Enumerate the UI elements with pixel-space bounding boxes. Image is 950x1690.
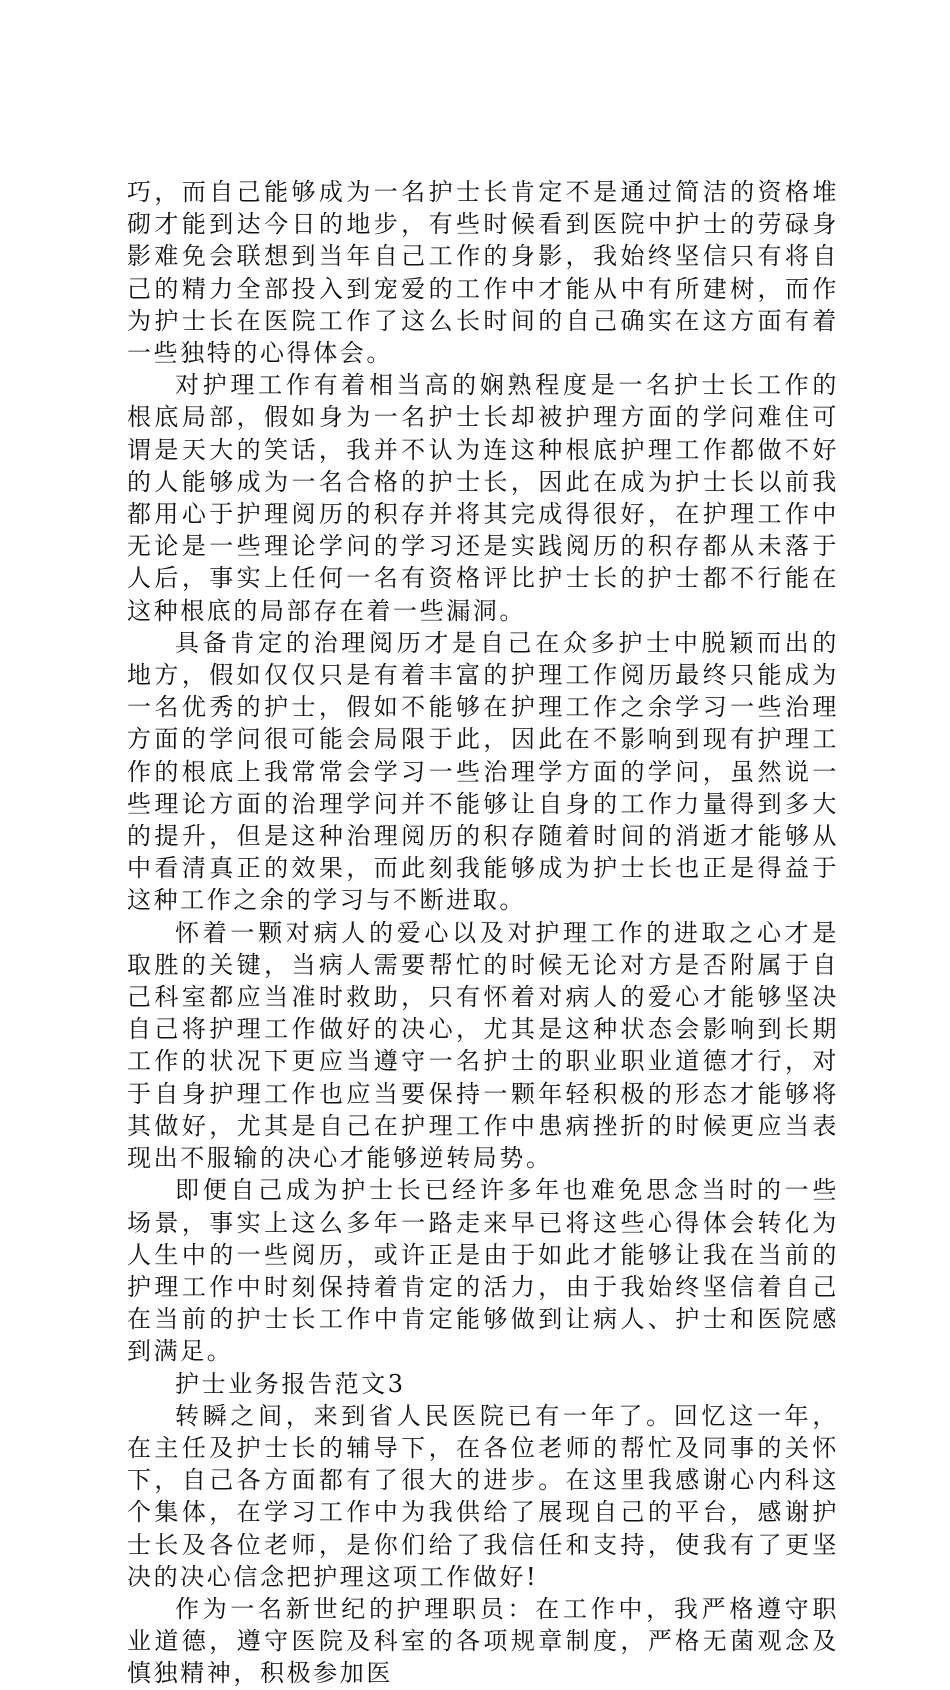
- paragraph-4: 怀着一颗对病人的爱心以及对护理工作的进取之心才是取胜的关键，当病人需要帮忙的时候无论对方是否附属于自己科室都应当准时救助，只有怀着对病人的爱心才能够坚决自己将护理工作做好的决心，尤其是这种状态会影响到长期工作的状况下更应当遵守一名护士的职业职业道德才行，对于自身护理工作也应当要保持一颗年轻积极的形态才能够将其做好，尤其是自己在护理工作中患病挫折的时候更应当表现出不服输的决心才能够逆转局势。: [127, 918, 839, 1173]
- section-heading: 护士业务报告范文3: [175, 1369, 406, 1398]
- paragraph-6: 转瞬之间，来到省人民医院已有一年了。回忆这一年，在主任及护士长的辅导下，在各位老师的帮忙及同事的关怀下，自己各方面都有了很大的进步。在这里我感谢心内科这个集体，在学习工作中为我供给了展现自己的平台，感谢护士长及各位老师，是你们给了我信任和支持，使我有了更坚决的决心信念把护理这项工作做好!: [127, 1401, 839, 1591]
- paragraph-7: 作为一名新世纪的护理职员：在工作中，我严格遵守职业道德，遵守医院及科室的各项规章制度，严格无菌观念及慎独精神，积极参加医: [127, 1594, 839, 1688]
- document-body: [127, 176, 839, 1690]
- paragraph-5: 即便自己成为护士长已经许多年也难免思念当时的一些场景，事实上这么多年一路走来早已将这些心得体会转化为人生中的一些阅历，或许正是由于如此才能够让我在当前的护理工作中时刻保持着肯定的活力，由于我始终坚信着自己在当前的护士长工作中肯定能够做到让病人、护士和医院感到满足。: [127, 1176, 839, 1366]
- paragraph-2: 对护理工作有着相当高的娴熟程度是一名护士长工作的根底局部，假如身为一名护士长却被护理方面的学问难住可谓是天大的笑话，我并不认为连这种根底护理工作都做不好的人能够成为一名合格的护士长，因此在成为护士长以前我都用心于护理阅历的积存并将其完成得很好，在护理工作中无论是一些理论学问的学习还是实践阅历的积存都从未落于人后，事实上任何一名有资格评比护士长的护士都不行能在这种根底的局部存在着一些漏洞。: [127, 371, 839, 625]
- paragraph-3: 具备肯定的治理阅历才是自己在众多护士中脱颖而出的地方，假如仅仅只是有着丰富的护理工作阅历最终只能成为一名优秀的护士，假如不能够在护理工作之余学习一些治理方面的学问很可能会局限于此，因此在不影响到现有护理工作的根底上我常常会学习一些治理学方面的学问，虽然说一些理论方面的治理学问并不能够让自身的工作力量得到多大的提升，但是这种治理阅历的积存随着时间的消逝才能够从中看清真正的效果，而此刻我能够成为护士长也正是得益于这种工作之余的学习与不断进取。: [127, 628, 839, 915]
- paragraph-1: 巧，而自己能够成为一名护士长肯定不是通过简洁的资格堆砌才能到达今日的地步，有些时候看到医院中护士的劳碌身影难免会联想到当年自己工作的身影，我始终坚信只有将自己的精力全部投入到宠爱的工作中才能从中有所建树，而作为护士长在医院工作了这么长时间的自己确实在这方面有着一些独特的心得体会。: [127, 178, 839, 368]
